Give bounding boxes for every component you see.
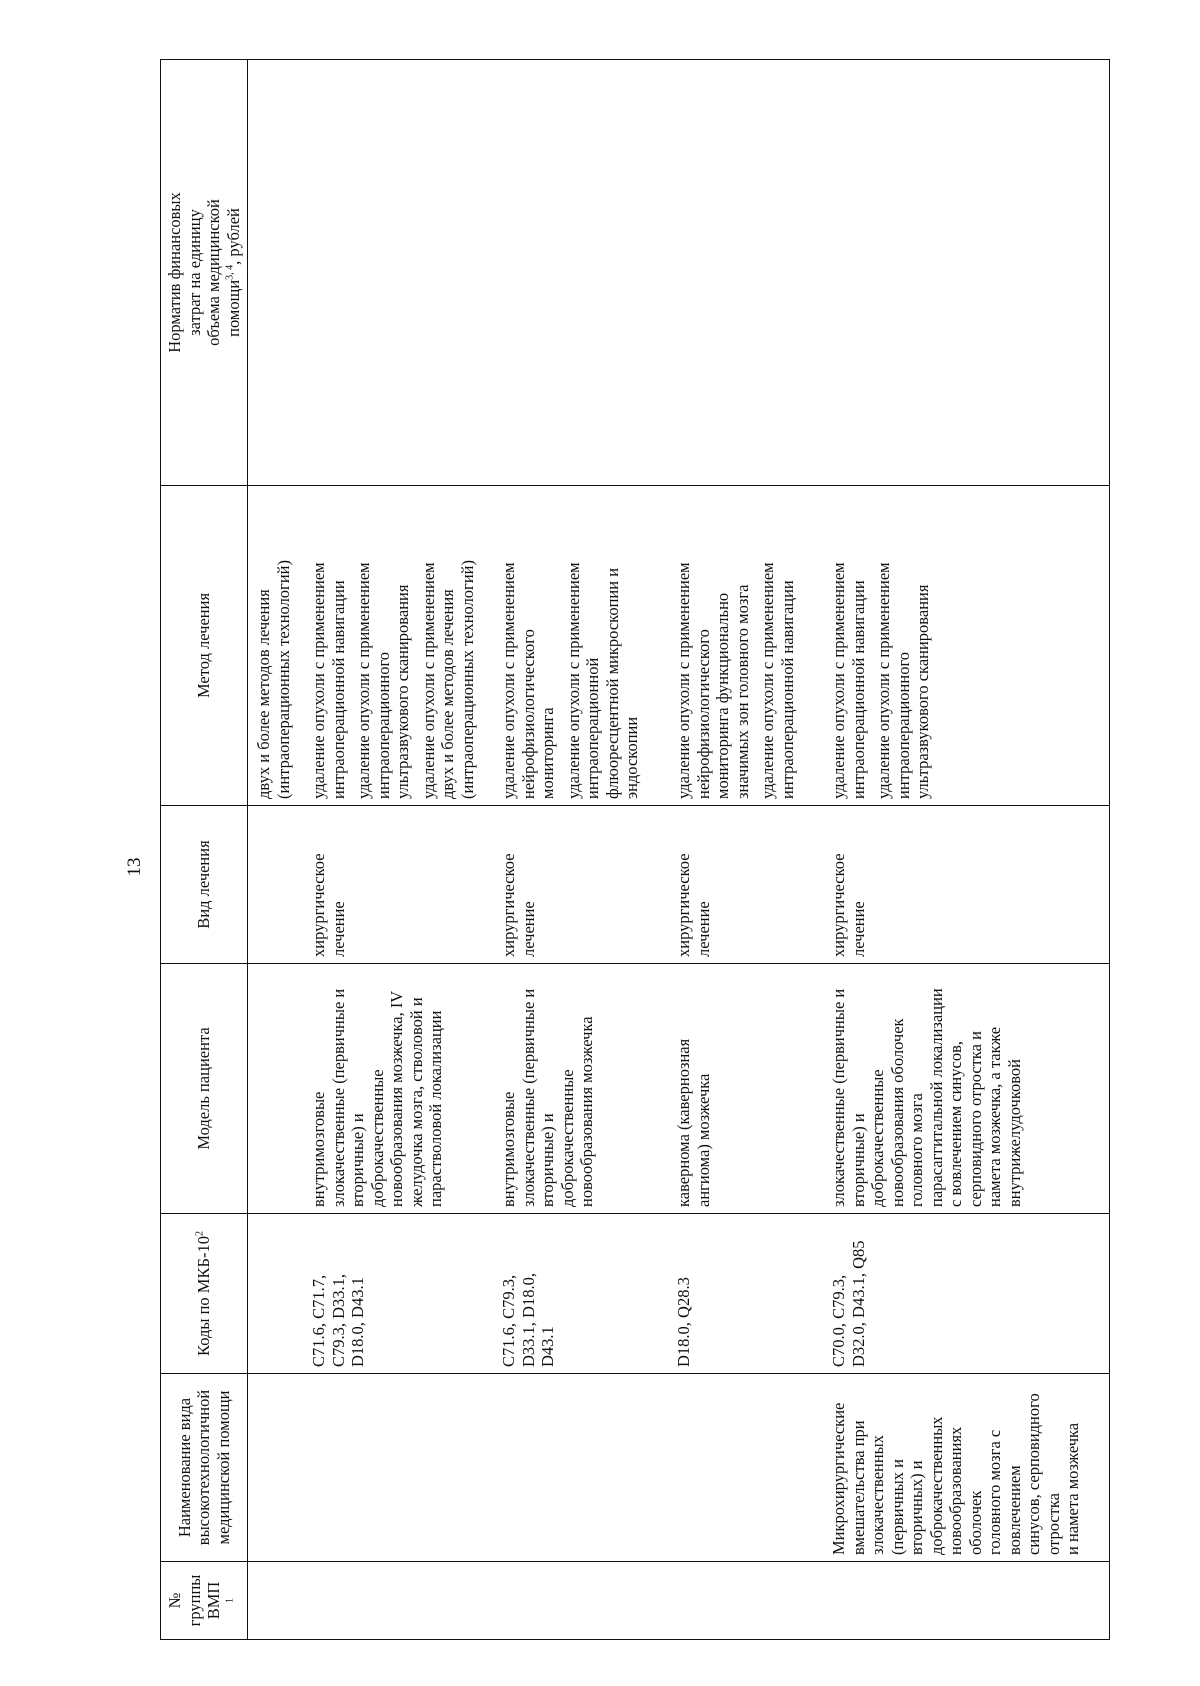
- treatment-method-cell: [304, 486, 494, 806]
- treatment-method-cell: [248, 486, 305, 806]
- header-treatment-method: Метод лечения: [161, 486, 248, 806]
- header-financial-norm: Норматив финансовых затрат на единицу объема медицинской помощи$^{3, 4}$, рублей: [161, 60, 248, 486]
- treatment-method-item: удаление опухоли с применением интраоперационной навигации: [309, 562, 348, 799]
- header-treatment-type: Вид лечения: [161, 806, 248, 964]
- vmp-name-cell: [494, 1374, 669, 1562]
- financial-norm-cell: [248, 60, 305, 486]
- treatment-method-item: удаление опухоли с применением интраоперационной навигации: [829, 562, 868, 799]
- table-header: [161, 60, 248, 1640]
- group-number-cell: [304, 1562, 494, 1640]
- treatment-method-cell: [824, 486, 1110, 806]
- patient-model-cell: [248, 964, 305, 1214]
- group-number-cell: [494, 1562, 669, 1640]
- treatment-method-cell: [494, 486, 669, 806]
- patient-model-cell: внутримозговые злокачественные (первичные и вторичные) и доброкачественные новообразования мозжечка: [494, 964, 669, 1214]
- table-row: [824, 60, 1110, 1640]
- treatment-type-cell: хирургическое лечение: [824, 806, 1110, 964]
- treatment-type-cell: хирургическое лечение: [494, 806, 669, 964]
- treatment-type-cell: хирургическое лечение: [304, 806, 494, 964]
- treatment-method-item: удаление опухоли с применением нейрофизиологического мониторинга функционально значимых зон головного мозга: [674, 562, 752, 799]
- icd-codes-cell: C70.0, C79.3, D32.0, D43.1, Q85: [824, 1214, 1110, 1374]
- group-number-cell: [824, 1562, 1110, 1640]
- financial-norm-cell: [824, 60, 1110, 486]
- table-row: [248, 60, 305, 1640]
- treatment-method-item: удаление опухоли с применением нейрофизиологического мониторинга: [499, 562, 557, 799]
- treatment-type-cell: [248, 806, 305, 964]
- vmp-name-cell: [248, 1374, 305, 1562]
- group-number-cell: [248, 1562, 305, 1640]
- icd-codes-cell: [248, 1214, 305, 1374]
- header-icd-codes: Коды по МКБ-$10^2$: [161, 1214, 248, 1374]
- icd-codes-cell: C71.6, C71.7, C79.3, D33.1, D18.0, D43.1: [304, 1214, 494, 1374]
- table-row: [669, 60, 824, 1640]
- treatment-method-item: удаление опухоли с применением интраоперационного ультразвукового сканирования: [354, 562, 412, 799]
- vmp-name-cell: Микрохирургические вмешательства при злокачественных (первичных и вторичных) и доброкачественных новообразованиях оболочек головного мозга с вовлечением синусов, серповидного отростка и намета мозжечка: [824, 1374, 1110, 1562]
- header-vmp-name: Наименование вида высокотехнологичной медицинской помощи: [161, 1374, 248, 1562]
- treatment-method-item: двух и более методов лечения (интраоперационных технологий): [254, 560, 293, 799]
- treatment-method-cell: [669, 486, 824, 806]
- patient-model-cell: внутримозговые злокачественные (первичные и вторичные) и доброкачественные новообразования мозжечка, IV желудочка мозга, стволовой и парастволовой локализации: [304, 964, 494, 1214]
- vmp-name-cell: [304, 1374, 494, 1562]
- icd-codes-cell: C71.6, C79.3, D33.1, D18.0, D43.1: [494, 1214, 669, 1374]
- treatment-method-item: удаление опухоли с применением двух и более методов лечения (интраоперационных технологий): [418, 560, 477, 799]
- financial-norm-cell: [669, 60, 824, 486]
- icd-codes-cell: D18.0, Q28.3: [669, 1214, 824, 1374]
- financial-norm-cell: [304, 60, 494, 486]
- financial-norm-cell: [494, 60, 669, 486]
- group-number-cell: [669, 1562, 824, 1640]
- header-group-number: № группы ВМП $^1$: [161, 1562, 248, 1640]
- table-row: [494, 60, 669, 1640]
- header-patient-model: Модель пациента: [161, 964, 248, 1214]
- treatment-method-item: удаление опухоли с применением интраоперационного ультразвукового сканирования: [874, 562, 932, 799]
- patient-model-cell: злокачественные (первичные и вторичные) и доброкачественные новообразования оболочек головного мозга парасаггитальной локализации с вовлечением синусов, серповидного отростка и намета мозжечка, а также внутрижелудочковой: [824, 964, 1110, 1214]
- treatment-method-item: удаление опухоли с применением интраоперационной навигации: [758, 562, 797, 799]
- table-body: [248, 60, 1110, 1640]
- page-number: 13: [124, 857, 145, 877]
- vmp-name-cell: [669, 1374, 824, 1562]
- treatment-method-item: удаление опухоли с применением интраоперационной флюоресцентной микроскопии и эндоскопии: [563, 562, 641, 799]
- rotated-page-content: [160, 60, 1200, 1640]
- treatment-type-cell: хирургическое лечение: [669, 806, 824, 964]
- vmp-table: [160, 59, 1110, 1640]
- patient-model-cell: каверномa (кавернозная ангиома) мозжечка: [669, 964, 824, 1214]
- table-row: [304, 60, 494, 1640]
